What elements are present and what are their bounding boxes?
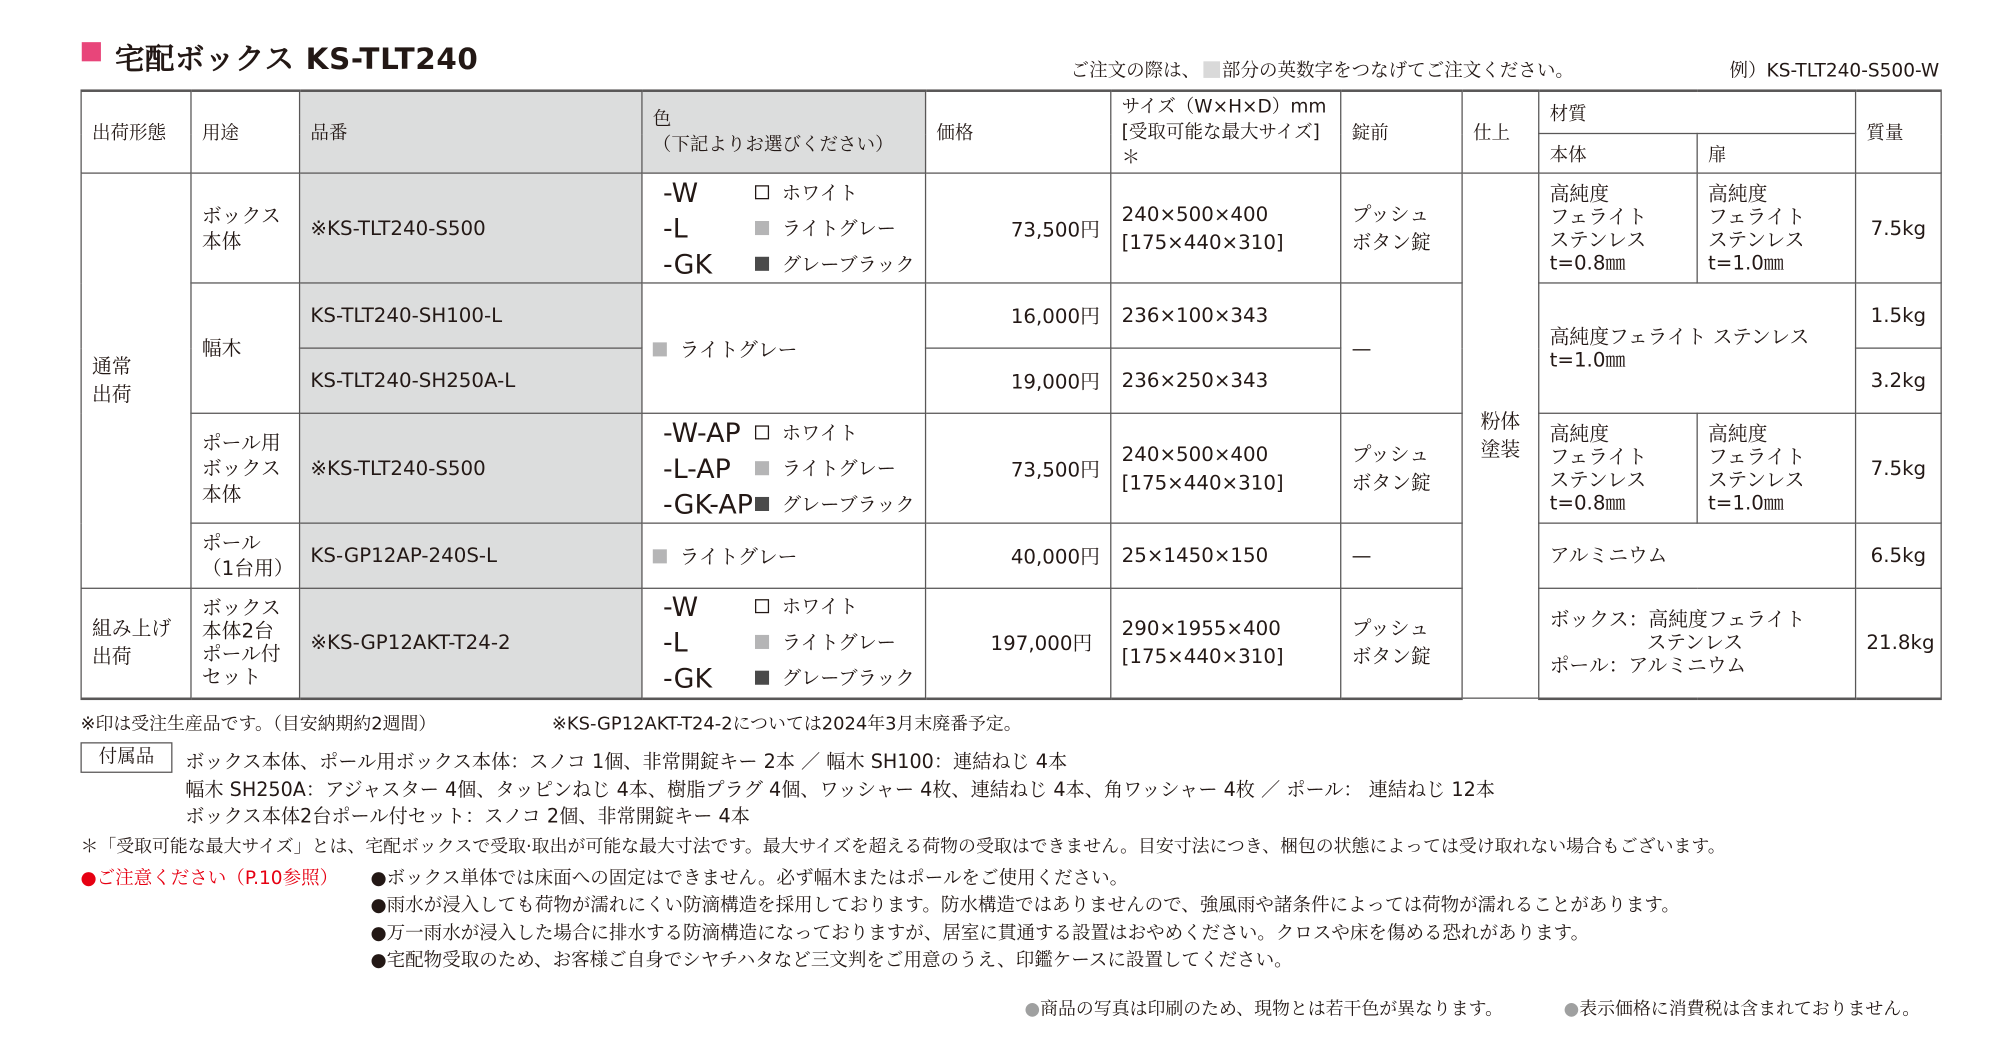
weight-box: 7.5kg bbox=[1856, 173, 1942, 283]
material-pole: アルミニウム bbox=[1539, 523, 1856, 588]
table-row bbox=[81, 523, 1941, 588]
header-weight: 質量 bbox=[1856, 91, 1942, 173]
lock-set-label: プッシュボタン錠 bbox=[1351, 617, 1431, 669]
header-size bbox=[1111, 91, 1341, 173]
color-set bbox=[642, 588, 926, 698]
code-pole-box-w: -W-AP bbox=[663, 417, 741, 448]
color-light-gray-label: ライトグレー bbox=[679, 545, 798, 569]
mat-line: 高純度フェライト ステンレス bbox=[1549, 325, 1810, 349]
light-gray-swatch-icon bbox=[755, 220, 769, 234]
price-pole-box: 73,500円 bbox=[926, 413, 1111, 523]
mat-line: ステンレス bbox=[1646, 631, 1744, 655]
group-normal-label: 通常出荷 bbox=[91, 355, 132, 407]
use-pole-box-label: ポール用ボックス本体 bbox=[201, 431, 281, 506]
photo-note bbox=[1025, 995, 1503, 1021]
code-pole-box-gk: -GK-AP bbox=[663, 488, 753, 520]
mat-line: フェライト bbox=[1708, 205, 1806, 229]
spec-table bbox=[80, 89, 1941, 699]
tax-note bbox=[1564, 995, 1921, 1021]
caution-label: ●ご注意ください（P.10参照） bbox=[80, 868, 339, 890]
size-set bbox=[1111, 588, 1341, 698]
mat-line: 高純度 bbox=[1549, 422, 1610, 446]
white-swatch-icon bbox=[755, 425, 769, 439]
color-white-label: ホワイト bbox=[781, 180, 858, 204]
color-gray-black-label: グレーブラック bbox=[781, 492, 915, 516]
table-header-row bbox=[81, 91, 1941, 134]
weight-pole-box: 7.5kg bbox=[1856, 413, 1942, 523]
color-light-gray-label: ライトグレー bbox=[781, 631, 896, 655]
header-size-line1: サイズ（W×H×D）mm bbox=[1121, 96, 1327, 117]
discontinue-note: ※KS-GP12AKT-T24-2については2024年3月末廃番予定。 bbox=[551, 714, 1022, 735]
price-baseboard-100: 16,000円 bbox=[926, 283, 1111, 348]
caution-item: ●雨水が浸入しても荷物が濡れにくい防滴構造を採用しております。防水構造ではありませんので、強風雨や諸条件によっては荷物が濡れることがあります。 bbox=[370, 895, 1680, 916]
mat-line: ステンレス bbox=[1549, 468, 1647, 492]
color-pole bbox=[642, 523, 926, 588]
gray-black-swatch-icon bbox=[755, 256, 769, 270]
header-lock: 錠前 bbox=[1341, 91, 1462, 173]
white-swatch-icon bbox=[755, 185, 769, 199]
price-box: 73,500円 bbox=[926, 173, 1111, 283]
header-color-line1: 色 bbox=[652, 109, 672, 130]
lock-set bbox=[1341, 588, 1462, 698]
mat-line: ステンレス bbox=[1708, 468, 1805, 492]
caution-item: ●宅配物受取のため、お客様ご自身でシヤチハタなど三文判をご用意のうえ、印鑑ケースに設置してください。 bbox=[370, 950, 1293, 971]
light-gray-swatch-icon bbox=[755, 461, 769, 475]
gray-black-swatch-icon bbox=[755, 671, 769, 685]
mat-line: t=1.0㎜ bbox=[1708, 251, 1784, 275]
mat-line: フェライト bbox=[1549, 205, 1648, 229]
mat-line: t=1.0㎜ bbox=[1549, 348, 1626, 372]
table-row bbox=[81, 413, 1941, 523]
mat-line: ステンレス bbox=[1549, 228, 1647, 252]
use-set-line: ポール付 bbox=[201, 642, 281, 666]
color-gray-black-label: グレーブラック bbox=[781, 667, 915, 691]
model-box: ※KS-TLT240-S500 bbox=[300, 173, 642, 283]
light-gray-swatch-icon bbox=[653, 342, 667, 356]
color-gray-black-label: グレーブラック bbox=[781, 252, 915, 276]
order-instruction-after: 部分の英数字をつなげてご注文ください。 bbox=[1221, 61, 1574, 82]
size-box-max: [175×440×310] bbox=[1121, 230, 1284, 254]
material-baseboard bbox=[1539, 283, 1856, 413]
finish-powder-coat bbox=[1462, 173, 1539, 698]
mat-line: フェライト bbox=[1549, 445, 1648, 469]
weight-pole: 6.5kg bbox=[1856, 523, 1942, 588]
color-box bbox=[642, 173, 926, 283]
mat-line: 高純度 bbox=[1708, 422, 1768, 446]
code-box-l: -L bbox=[663, 212, 688, 244]
code-set-l: -L bbox=[663, 627, 688, 659]
color-light-gray-label: ライトグレー bbox=[679, 337, 798, 361]
max-size-note: ＊「受取可能な最大サイズ」とは、宅配ボックスで受取·取出が可能な最大寸法です。最大サイズを超える荷物の受取はできません。目安寸法につき、梱包の状態によっては受け取れない場合もございます。 bbox=[80, 836, 1726, 858]
weight-baseboard-100: 1.5kg bbox=[1856, 283, 1942, 348]
size-baseboard-100: 236×100×343 bbox=[1111, 283, 1341, 348]
material-box-body bbox=[1539, 173, 1697, 283]
price-pole: 40,000円 bbox=[926, 523, 1111, 588]
order-example: 例）KS-TLT240-S500-W bbox=[1729, 61, 1940, 82]
order-instruction-before: ご注文の際は、 bbox=[1070, 61, 1201, 82]
header-material: 材質 bbox=[1539, 91, 1856, 134]
price-set: 197,000円 bbox=[926, 588, 1111, 698]
weight-set: 21.8kg bbox=[1856, 588, 1942, 698]
accessories-line: ボックス本体2台ポール付セット：スノコ 2個、非常開錠キー 4本 bbox=[185, 804, 750, 828]
size-pole-box-max: [175×440×310] bbox=[1121, 470, 1284, 494]
caution-item: ●ボックス単体では床面への固定はできません。必ず幅木またはポールをご使用ください。 bbox=[370, 868, 1129, 890]
header-use: 用途 bbox=[191, 91, 300, 173]
mat-line: フェライト bbox=[1708, 445, 1806, 469]
mat-line: ステンレス bbox=[1708, 228, 1805, 252]
size-box bbox=[1111, 173, 1341, 283]
code-set-gk: -GK bbox=[663, 663, 713, 695]
lock-baseboard: — bbox=[1341, 283, 1462, 413]
accessories-label: 付属品 bbox=[80, 742, 172, 773]
size-box-dims: 240×500×400 bbox=[1121, 202, 1269, 226]
white-swatch-icon bbox=[755, 599, 769, 613]
page-title: 宅配ボックス KS-TLT240 bbox=[114, 43, 479, 77]
use-set-line: ボックス bbox=[201, 596, 281, 620]
lock-pole-box-label: プッシュボタン錠 bbox=[1351, 442, 1431, 494]
photo-note-text: 商品の写真は印刷のため、現物とは若干色が異なります。 bbox=[1040, 999, 1504, 1020]
title-square-icon bbox=[82, 42, 101, 61]
code-set-w: -W bbox=[663, 591, 699, 623]
header-color-line2: （下記よりお選びください） bbox=[652, 134, 894, 156]
accessories-line: 幅木 SH250A：アジャスター 4個、タッピンねじ 4本、樹脂プラグ 4個、ワッシャー 4枚、連結ねじ 4本、角ワッシャー 4枚 ／ ポール： 連結ねじ 12本 bbox=[185, 777, 1495, 801]
mat-line: t=1.0㎜ bbox=[1708, 491, 1784, 515]
table-row bbox=[81, 173, 1941, 283]
group-assembled-label: 組み上げ出荷 bbox=[91, 617, 172, 669]
gray-dot-icon: ● bbox=[1024, 999, 1041, 1020]
finish-label: 粉体塗装 bbox=[1480, 410, 1521, 462]
color-white-label: ホワイト bbox=[781, 595, 858, 619]
gray-black-swatch-icon bbox=[755, 496, 769, 510]
gray-box-icon bbox=[1203, 61, 1220, 78]
header-size-line2: [受取可能な最大サイズ] ＊ bbox=[1121, 122, 1320, 168]
header-ship: 出荷形態 bbox=[81, 91, 191, 173]
header-finish: 仕上 bbox=[1462, 91, 1539, 173]
code-box-w: -W bbox=[663, 176, 699, 208]
color-pole-box bbox=[642, 413, 926, 523]
use-pole-line1: ポール bbox=[201, 531, 261, 555]
order-instruction bbox=[1071, 56, 1574, 83]
use-box bbox=[191, 173, 300, 283]
light-gray-swatch-icon bbox=[653, 549, 667, 563]
tax-note-text: 表示価格に消費税は含まれておりません。 bbox=[1579, 999, 1921, 1020]
mat-line: 高純度 bbox=[1708, 182, 1768, 206]
color-light-gray-label: ライトグレー bbox=[781, 456, 896, 480]
use-baseboard: 幅木 bbox=[191, 283, 300, 413]
use-pole-box bbox=[191, 413, 300, 523]
model-baseboard-100: KS-TLT240-SH100-L bbox=[300, 283, 642, 348]
header-body: 本体 bbox=[1539, 133, 1697, 173]
model-set: ※KS-GP12AKT-T24-2 bbox=[300, 588, 642, 698]
code-box-gk: -GK bbox=[663, 248, 713, 280]
weight-baseboard-250: 3.2kg bbox=[1856, 348, 1942, 413]
lock-box bbox=[1341, 173, 1462, 283]
color-light-gray-label: ライトグレー bbox=[781, 216, 896, 240]
header-model: 品番 bbox=[300, 91, 642, 173]
color-baseboard bbox=[642, 283, 926, 413]
model-baseboard-250: KS-TLT240-SH250A-L bbox=[300, 348, 642, 413]
use-pole-line2: （1台用） bbox=[201, 556, 294, 580]
material-set bbox=[1539, 588, 1856, 698]
lock-box-label: プッシュボタン錠 bbox=[1351, 202, 1431, 254]
light-gray-swatch-icon bbox=[755, 635, 769, 649]
gray-dot-icon: ● bbox=[1563, 999, 1580, 1020]
made-to-order-note: ※印は受注生産品です。（目安納期約2週間） bbox=[80, 714, 437, 735]
group-normal bbox=[81, 173, 191, 588]
table-row bbox=[81, 283, 1941, 348]
mat-line: t=0.8㎜ bbox=[1549, 491, 1626, 515]
mat-line: ポール：アルミニウム bbox=[1549, 654, 1747, 678]
model-pole: KS-GP12AP-240S-L bbox=[300, 523, 642, 588]
size-set-dims: 290×1955×400 bbox=[1121, 617, 1281, 641]
price-baseboard-250: 19,000円 bbox=[926, 348, 1111, 413]
use-set-line: セット bbox=[201, 665, 262, 689]
table-row bbox=[81, 588, 1941, 698]
mat-line: ボックス：高純度フェライト bbox=[1549, 608, 1806, 632]
size-pole-box bbox=[1111, 413, 1341, 523]
use-set-line: 本体2台 bbox=[201, 619, 274, 643]
lock-pole-box bbox=[1341, 413, 1462, 523]
size-baseboard-250: 236×250×343 bbox=[1111, 348, 1341, 413]
caution-item: ●万一雨水が浸入した場合に排水する防滴構造になっておりますが、居室に貫通する設置はおやめください。クロスや床を傷める恐れがあります。 bbox=[370, 923, 1590, 945]
material-pole-box-door bbox=[1697, 413, 1855, 523]
size-pole-box-dims: 240×500×400 bbox=[1121, 442, 1269, 466]
mat-line: 高純度 bbox=[1549, 182, 1610, 206]
accessories-line: ボックス本体、ポール用ボックス本体：スノコ 1個、非常開錠キー 2本 ／ 幅木 SH100：連結ねじ 4本 bbox=[185, 749, 1068, 773]
header-price: 価格 bbox=[926, 91, 1111, 173]
model-pole-box: ※KS-TLT240-S500 bbox=[300, 413, 642, 523]
mat-line: t=0.8㎜ bbox=[1549, 251, 1626, 275]
material-box-door bbox=[1697, 173, 1855, 283]
color-white-label: ホワイト bbox=[781, 420, 858, 444]
use-box-label: ボックス本体 bbox=[201, 203, 281, 253]
header-door: 扉 bbox=[1697, 133, 1855, 173]
size-pole: 25×1450×150 bbox=[1111, 523, 1341, 588]
use-pole bbox=[191, 523, 300, 588]
group-assembled bbox=[81, 588, 191, 698]
code-pole-box-l: -L-AP bbox=[663, 452, 731, 484]
size-set-max: [175×440×310] bbox=[1121, 645, 1284, 669]
lock-pole: — bbox=[1341, 523, 1462, 588]
material-pole-box-body bbox=[1539, 413, 1697, 523]
header-color bbox=[642, 91, 926, 173]
use-set bbox=[191, 588, 300, 698]
